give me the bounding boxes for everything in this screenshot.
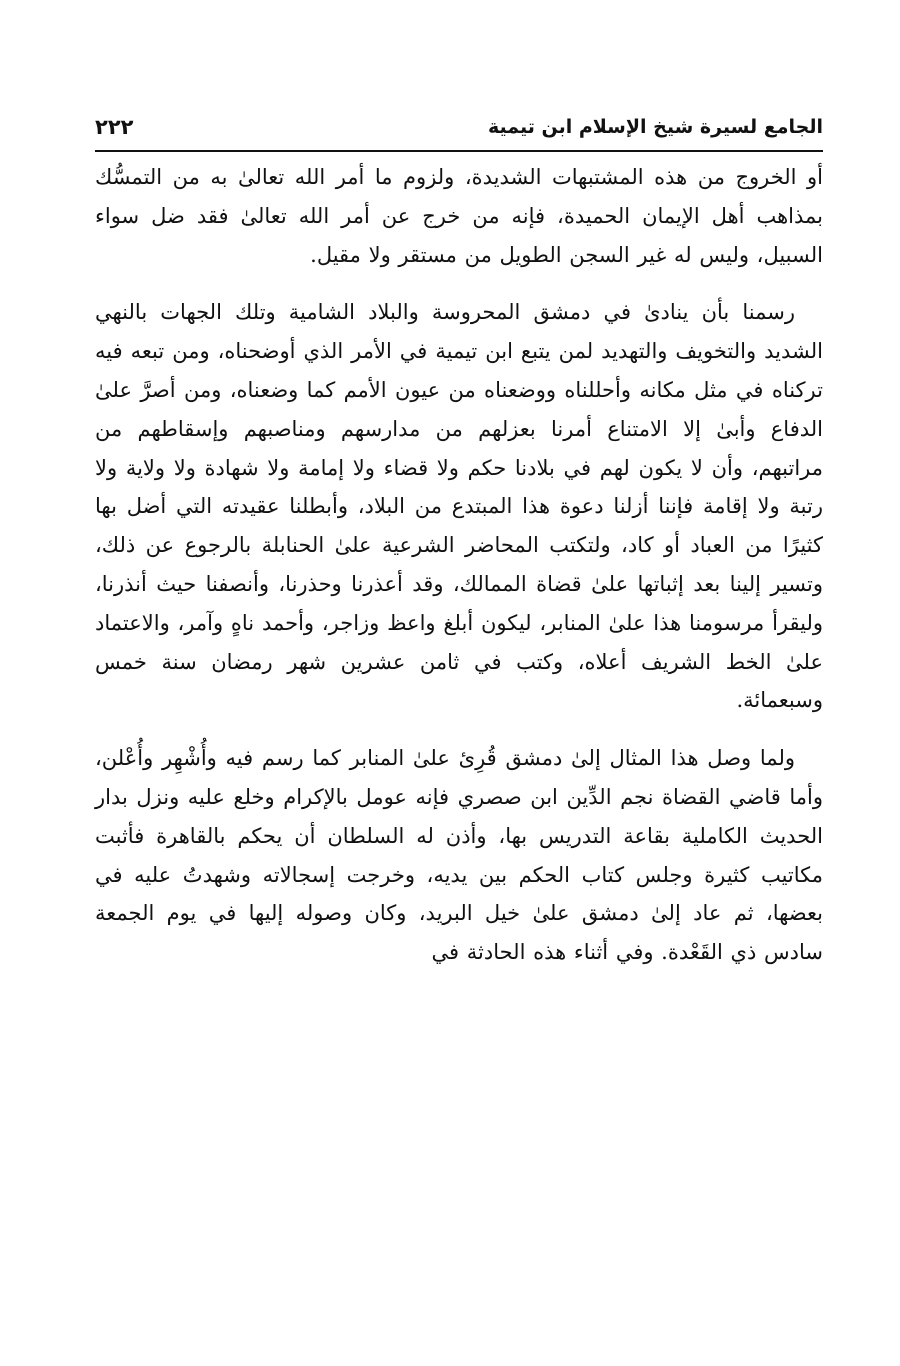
running-header xyxy=(95,112,823,148)
header-divider xyxy=(95,150,823,152)
paragraph-1: أو الخروج من هذه المشتبهات الشديدة، ولزوم ما أمر الله تعالىٰ به من التمسُّك بمذاهب أهل الإيمان الحميدة، فإنه من خرج عن أمر الله تعالىٰ فقد ضل سواء السبيل، وليس له غير السجن الطويل من مستقر ولا مقيل. xyxy=(95,165,823,267)
book-title: الجامع لسيرة شيخ الإسلام ابن تيمية xyxy=(487,116,823,138)
page-number: ٢٢٢ xyxy=(95,115,134,139)
paragraph-3: ولما وصل هذا المثال إلىٰ دمشق قُرِئ علىٰ المنابر كما رسم فيه وأُشْهِر وأُعْلن، وأما قاضي القضاة نجم الدِّين ابن صصري فإنه عومل بالإكرام وخلع عليه ونزل بدار الحديث الكاملية بقاعة التدريس بها، وأذن له السلطان أن يحكم بالقاهرة فأثبت مكاتيب كثيرة وجلس كتاب الحكم بين يديه، وخرجت إسجالاته وشهدتُ عليه في بعضها، ثم عاد إلىٰ دمشق علىٰ خيل البريد، وكان وصوله إليها في يوم الجمعة سادس ذي القَعْدة. وفي أثناء هذه الحادثة في xyxy=(95,746,823,965)
page-body xyxy=(95,158,823,972)
paragraph-2: رسمنا بأن ينادىٰ في دمشق المحروسة والبلاد الشامية وتلك الجهات بالنهي الشديد والتخويف والتهديد لمن يتبع ابن تيمية في الأمر الذي أوضحناه، ومن تبعه فيه تركناه في مثل مكانه وأحللناه ووضعناه من عيون الأمم كما وضعناه، ومن أصرَّ علىٰ الدفاع وأبىٰ إلا الامتناع أمرنا بعزلهم من مدارسهم ومناصبهم وإسقاطهم من مراتبهم، وأن لا يكون لهم في بلادنا حكم ولا قضاء ولا إمامة ولا شهادة ولا ولاية ولا رتبة ولا إقامة فإننا أزلنا دعوة هذا المبتدع من البلاد، وأبطلنا عقيدته التي أضل بها كثيرًا من العباد أو كاد، ولتكتب المحاضر الشرعية علىٰ الحنابلة بالرجوع عن ذلك، وتسير إلينا بعد إثباتها علىٰ قضاة الممالك، وقد أعذرنا وحذرنا، وأنصفنا حيث أنذرنا، وليقرأ مرسومنا هذا علىٰ المنابر، ليكون أبلغ واعظ وزاجر، وأحمد ناهٍ وآمر، والاعتماد علىٰ الخط الشريف أعلاه، وكتب في ثامن عشرين شهر رمضان سنة خمس وسبعمائة. xyxy=(95,300,823,713)
